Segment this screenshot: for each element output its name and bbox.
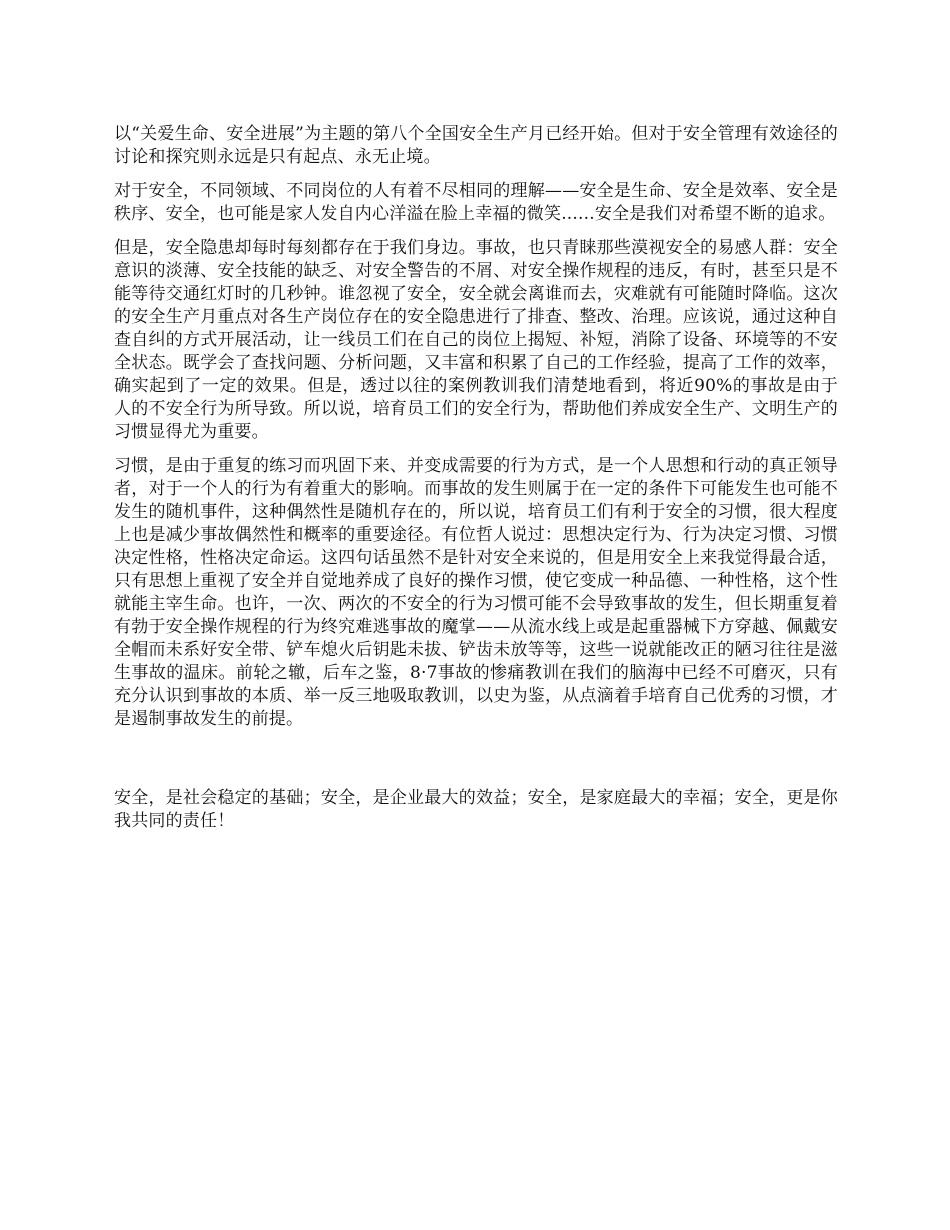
paragraph-understanding: 对于安全，不同领域、不同岗位的人有着不尽相同的理解——安全是生命、安全是效率、安全是秩序、安全，也可能是家人发自内心洋溢在脸上幸福的微笑......安全是我们对希望不断的追求。: [114, 181, 838, 224]
paragraph-gap: [114, 742, 838, 787]
paragraph-intro: 以“关爱生命、安全进展”为主题的第八个全国安全生产月已经开始。但对于安全管理有效途径的讨论和探究则永远是只有起点、永无止境。: [114, 124, 838, 167]
paragraph-hazards: 但是，安全隐患却每时每刻都存在于我们身边。事故，也只青睐那些漠视安全的易感人群：安全意识的淡薄、安全技能的缺乏、对安全警告的不屑、对安全操作规程的违反，有时，甚至只是不能等待交通红灯时的几秒钟。谁忽视了安全，安全就会离谁而去，灾难就有可能随时降临。这次的安全生产月重点对各生产岗位存在的安全隐患进行了排查、整改、治理。应该说，通过这种自查自纠的方式开展活动，让一线员工们在自己的岗位上揭短、补短，消除了设备、环境等的不安全状态。既学会了查找问题、分析问题，又丰富和积累了自己的工作经验，提高了工作的效率，确实起到了一定的效果。但是，透过以往的案例教训我们清楚地看到，将近90%的事故是由于人的不安全行为所导致。所以说，培育员工们的安全行为，帮助他们养成安全生产、文明生产的习惯显得尤为重要。: [114, 238, 838, 442]
paragraph-conclusion: 安全，是社会稳定的基础；安全，是企业最大的效益；安全，是家庭最大的幸福；安全，更是你我共同的责任！: [114, 788, 838, 831]
paragraph-habits: 习惯，是由于重复的练习而巩固下来、并变成需要的行为方式，是一个人思想和行动的真正领导者，对于一个人的行为有着重大的影响。而事故的发生则属于在一定的条件下可能发生也可能不发生的随机事件，这种偶然性是随机存在的，所以说，培育员工们有利于安全的习惯，很大程度上也是减少事故偶然性和概率的重要途径。有位哲人说过：思想决定行为、行为决定习惯、习惯决定性格，性格决定命运。这四句话虽然不是针对安全来说的，但是用安全上来我觉得最合适，只有思想上重视了安全并自觉地养成了良好的操作习惯，使它变成一种品德、一种性格，这个性就能主宰生命。也许，一次、两次的不安全的行为习惯可能不会导致事故的发生，但长期重复着有勃于安全操作规程的行为终究难逃事故的魔掌——从流水线上或是起重器械下方穿越、佩戴安全帽而未系好安全带、铲车熄火后钥匙未拔、铲齿未放等等，这些一说就能改正的陋习往往是滋生事故的温床。前轮之辙，后车之鉴，8·7事故的惨痛教训在我们的脑海中已经不可磨灭，只有充分认识到事故的本质、举一反三地吸取教训，以史为鉴，从点滴着手培育自己优秀的习惯，才是遏制事故发生的前提。: [114, 456, 838, 729]
